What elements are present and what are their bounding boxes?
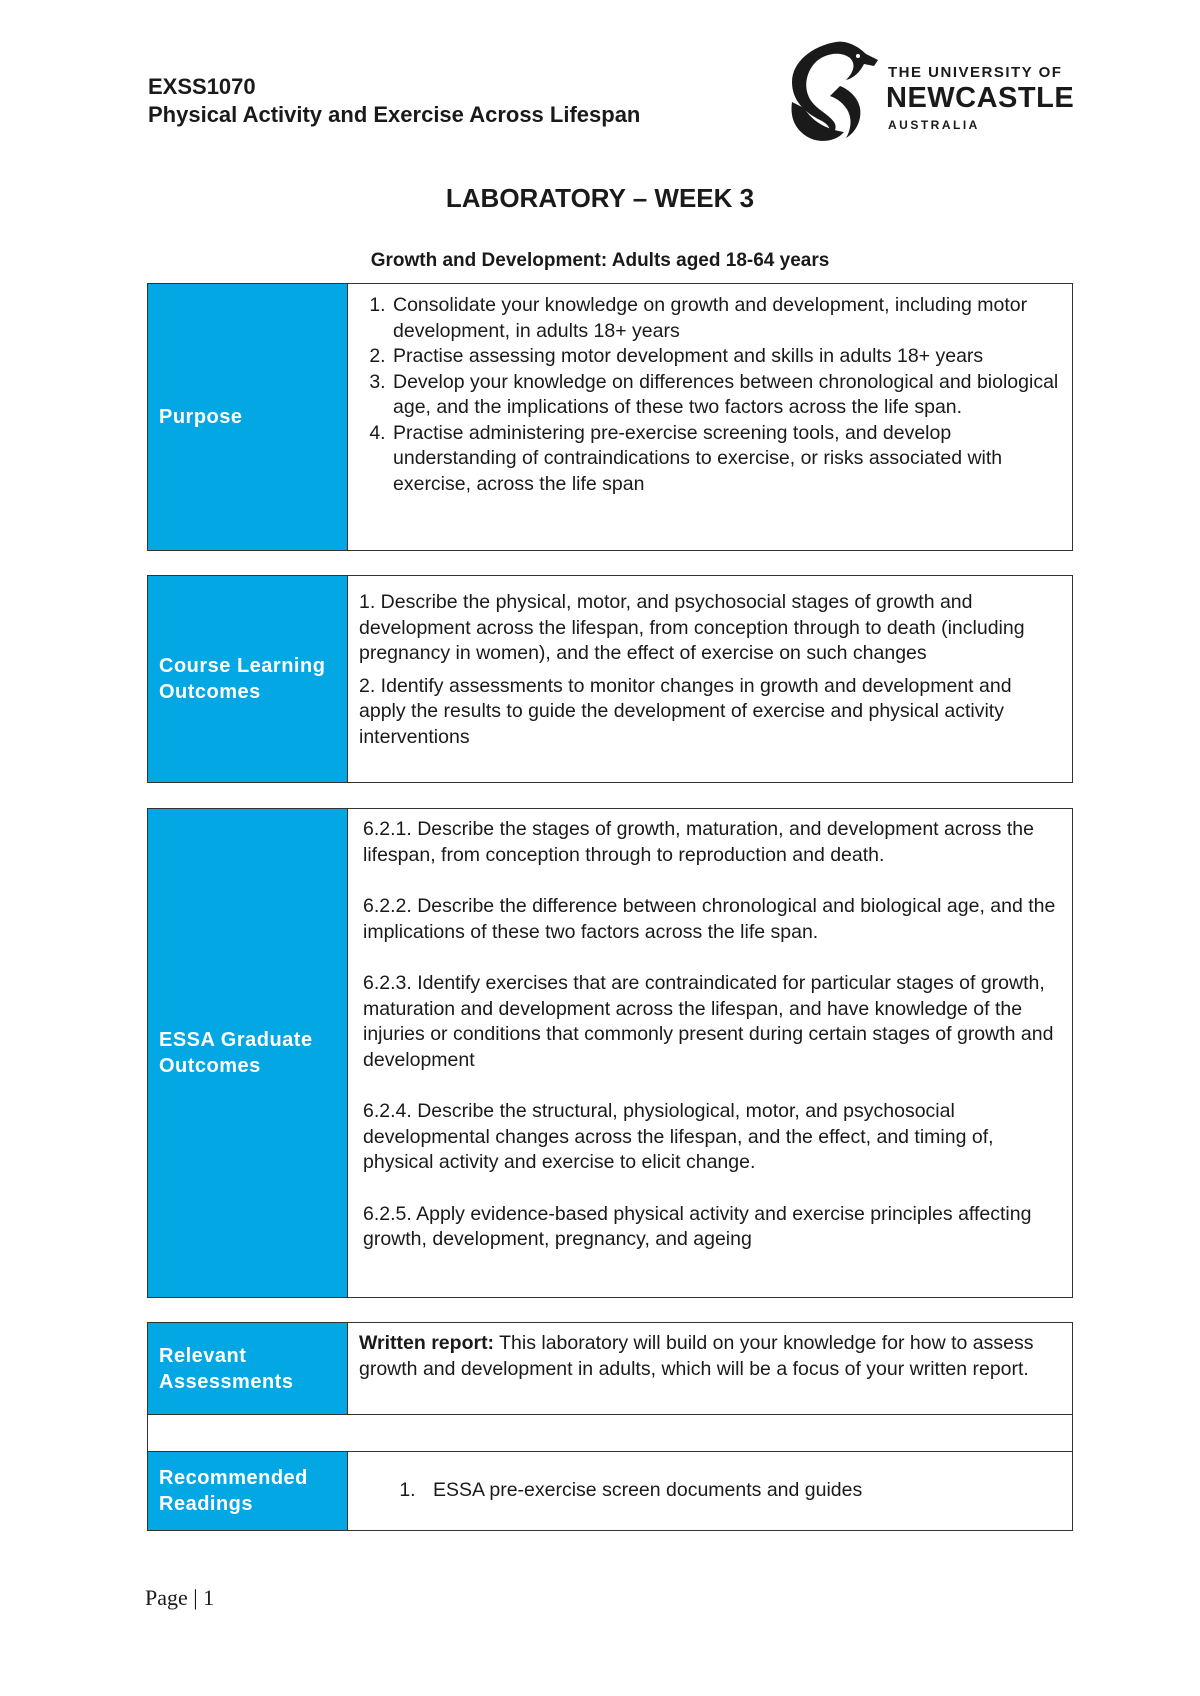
purpose-content — [348, 284, 1072, 550]
university-logo — [774, 38, 1075, 146]
assessments-content — [348, 1323, 1072, 1414]
assessments-lead: Written report: — [359, 1332, 495, 1354]
logo-text-line2: NEWCASTLE — [886, 82, 1075, 114]
assessments-body: This laboratory will build on your knowledge for how to assess growth and development in adults, which will be a focus of your written report. — [359, 1332, 1034, 1380]
clo-item: 1. Describe the physical, motor, and psychosocial stages of growth and development across the lifespan, from conception through to death (including pregnancy in women), and the effect of exercise on such changes — [359, 591, 1025, 664]
seahorse-logo-icon — [774, 38, 884, 146]
list-item: 1. ESSA pre-exercise screen documents and guides — [421, 1478, 862, 1504]
lab-subtitle: Growth and Development: Adults aged 18-64 years — [370, 250, 830, 271]
assessments-row — [147, 1322, 1073, 1415]
assessments-text — [359, 1331, 1062, 1382]
assessments-label: Relevant Assessments — [148, 1323, 348, 1414]
essa-row — [147, 808, 1073, 1298]
course-name: Physical Activity and Exercise Across Lifespan — [148, 102, 641, 127]
logo-text-line1: THE UNIVERSITY OF — [888, 64, 1063, 81]
essa-item: 6.2.5. Apply evidence-based physical activity and exercise principles affecting growth, development, pregnancy, and ageing — [363, 1202, 1032, 1250]
readings-content — [348, 1452, 1072, 1530]
list-item: 4. Practise administering pre-exercise screening tools, and develop understanding of contraindications to exercise, or risks associated with exercise, across the life span — [391, 421, 1062, 498]
logo-text-line3: AUSTRALIA — [888, 118, 980, 132]
clo-content — [348, 576, 1072, 782]
page-number: Page | 1 — [145, 1585, 215, 1610]
essa-label: ESSA Graduate Outcomes — [148, 809, 348, 1297]
spacer-row — [147, 1413, 1073, 1453]
list-item: 3. Develop your knowledge on differences between chronological and biological age, and the implications of these two factors across the life span. — [391, 370, 1062, 421]
essa-item: 6.2.1. Describe the stages of growth, maturation, and development across the lifespan, from conception through to reproduction and death. — [363, 818, 1034, 866]
readings-row — [147, 1451, 1073, 1531]
clo-item: 2. Identify assessments to monitor changes in growth and development and apply the results to guide the development of exercise and physical activity interventions — [359, 674, 1012, 748]
essa-content — [348, 809, 1072, 1297]
course-code: EXSS1070 — [148, 74, 256, 99]
purpose-row — [147, 283, 1073, 551]
clo-label: Course Learning Outcomes — [148, 576, 348, 782]
purpose-list — [359, 293, 1062, 497]
essa-item: 6.2.3. Identify exercises that are contraindicated for particular stages of growth, maturation and development across the lifespan, and have knowledge of the injuries or conditions that commonly present during certain stages of growth and development — [363, 972, 1054, 1071]
essa-item: 6.2.2. Describe the difference between chronological and biological age, and the implications of these two factors across the life span. — [363, 895, 1056, 943]
list-item: 2. Practise assessing motor development and skills in adults 18+ years — [391, 344, 1062, 370]
purpose-label: Purpose — [148, 284, 348, 550]
readings-label: Recommended Readings — [148, 1452, 348, 1530]
essa-item: 6.2.4. Describe the structural, physiological, motor, and psychosocial developmental changes across the lifespan, and the effect, and timing of, physical activity and exercise to elicit change. — [363, 1100, 994, 1173]
lab-title: LABORATORY – WEEK 3 — [445, 183, 755, 213]
readings-list — [359, 1478, 862, 1504]
clo-row — [147, 575, 1073, 783]
list-item: 1. Consolidate your knowledge on growth and development, including motor development, in adults 18+ years — [391, 293, 1062, 344]
